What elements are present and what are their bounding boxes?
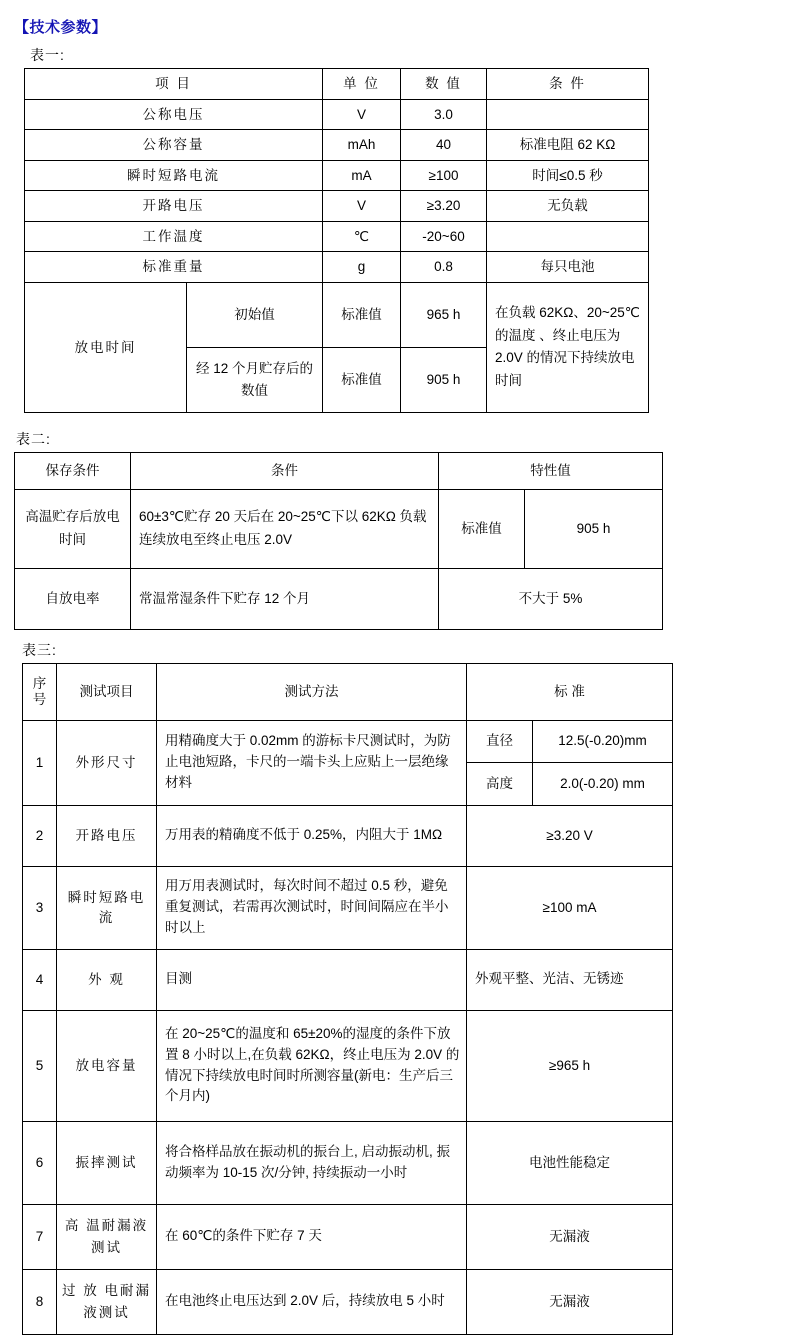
table3-std-sub-label: 直径: [467, 720, 533, 763]
table3-item: 外 观: [57, 949, 157, 1010]
table1-header-item: 项 目: [25, 69, 323, 100]
spacer: [0, 630, 787, 636]
table-row: [23, 1121, 673, 1204]
table1-discharge-sub2-value: 905 h: [401, 347, 487, 412]
table1-item: 开路电压: [25, 191, 323, 222]
table1-value: 3.0: [401, 99, 487, 130]
table1-unit: mAh: [323, 130, 401, 161]
table2-value: 905 h: [525, 489, 663, 568]
table3-item: 放电容量: [57, 1010, 157, 1121]
table2-value: 不大于 5%: [439, 568, 663, 629]
table3-standard: ≥3.20 V: [467, 805, 673, 866]
table3-method: 在电池终止电压达到 2.0V 后，持续放电 5 小时: [157, 1269, 467, 1334]
table3-standard: 无漏液: [467, 1269, 673, 1334]
table1-item: 瞬时短路电流: [25, 160, 323, 191]
table3-item: 瞬时短路电 流: [57, 866, 157, 949]
table1-header-value: 数 值: [401, 69, 487, 100]
table3-method: 在 20~25℃的温度和 65±20%的湿度的条件下放置 8 小时以上,在负载 62KΩ，终止电压为 2.0V 的情况下持续放电时间时所测容量(新电：生产后三个月内): [157, 1010, 467, 1121]
table1-condition: [487, 221, 649, 252]
table1-item: 标准重量: [25, 252, 323, 283]
table3-standard: ≥100 mA: [467, 866, 673, 949]
table3-caption: 表三:: [22, 641, 57, 658]
table3-header-method: 测试方法: [157, 663, 467, 720]
table1-header-condition: 条 件: [487, 69, 649, 100]
table3-std-sub-value: 12.5(-0.20)mm: [533, 720, 673, 763]
table3-header-item: 测试项目: [57, 663, 157, 720]
table1-condition: [487, 99, 649, 130]
table1-discharge-condition: 在负载 62KΩ、20~25℃ 的温度 、终止电压为 2.0V 的情况下持续放电时间: [487, 282, 649, 412]
table1-value: ≥3.20: [401, 191, 487, 222]
table1-unit: V: [323, 191, 401, 222]
table1-unit: ℃: [323, 221, 401, 252]
table3-method: 用万用表测试时，每次时间不超过 0.5 秒，避免重复测试，若需再次测试时，时间间隔应在半小时以上: [157, 866, 467, 949]
table1-condition: 时间≤0.5 秒: [487, 160, 649, 191]
table-row: [25, 221, 649, 252]
table3-standard: 电池性能稳定: [467, 1121, 673, 1204]
table3-header-standard: 标 准: [467, 663, 673, 720]
table3-method: 在 60℃的条件下贮存 7 天: [157, 1204, 467, 1269]
table1-discharge-sub1-value: 965 h: [401, 282, 487, 347]
table2-condition-desc: 60±3℃贮存 20 天后在 20~25℃下以 62KΩ 负载连续放电至终止电压 2.0V: [131, 489, 439, 568]
table-row: [25, 69, 649, 100]
table2-condition-name: 自放电率: [15, 568, 131, 629]
table-test-items: [22, 663, 673, 1335]
table3-no: 3: [23, 866, 57, 949]
table3-item: 开路电压: [57, 805, 157, 866]
spacer: [0, 413, 787, 425]
table1-condition: 标准电阻 62 KΩ: [487, 130, 649, 161]
table2-value-label: 标准值: [439, 489, 525, 568]
table-row: [23, 1204, 673, 1269]
table-row: [23, 663, 673, 720]
table-storage-conditions: [14, 452, 663, 630]
table1-caption: 表一:: [30, 47, 65, 63]
table1-discharge-label: 放电时间: [25, 282, 187, 412]
table3-standard: 无漏液: [467, 1204, 673, 1269]
table-row: [23, 1010, 673, 1121]
table3-method: 将合格样品放在振动机的振台上, 启动振动机, 振动频率为 10-15 次/分钟, 持续振动一小时: [157, 1121, 467, 1204]
table1-unit: mA: [323, 160, 401, 191]
table1-value: 0.8: [401, 252, 487, 283]
table3-item: 振摔测试: [57, 1121, 157, 1204]
table1-item: 公称电压: [25, 99, 323, 130]
table3-no: 8: [23, 1269, 57, 1334]
table-row: [25, 252, 649, 283]
table3-header-no: 序号: [23, 663, 57, 720]
table-row: [15, 489, 663, 568]
table1-value: ≥100: [401, 160, 487, 191]
table-row: [23, 949, 673, 1010]
table1-value: -20~60: [401, 221, 487, 252]
table1-item: 公称容量: [25, 130, 323, 161]
table2-header-value: 特性值: [439, 452, 663, 489]
table1-unit: V: [323, 99, 401, 130]
table-row: [25, 282, 649, 347]
table-row: [25, 160, 649, 191]
table1-discharge-sub1: 初始值: [187, 282, 323, 347]
table-row: [15, 568, 663, 629]
table3-method: 目测: [157, 949, 467, 1010]
table1-condition: 每只电池: [487, 252, 649, 283]
table-row: [23, 866, 673, 949]
table2-header-condition: 条件: [131, 452, 439, 489]
table3-no: 2: [23, 805, 57, 866]
table1-unit: g: [323, 252, 401, 283]
table-row: [25, 99, 649, 130]
table2-condition-desc: 常温常湿条件下贮存 12 个月: [131, 568, 439, 629]
table1-condition: 无负载: [487, 191, 649, 222]
table1-discharge-sub1-unit: 标准值: [323, 282, 401, 347]
table3-no: 7: [23, 1204, 57, 1269]
table3-std-sub-label: 高度: [467, 763, 533, 806]
table-technical-parameters: [24, 68, 649, 413]
table2-header-condition-name: 保存条件: [15, 452, 131, 489]
table2-condition-name: 高温贮存后放电时间: [15, 489, 131, 568]
table2-caption: 表二:: [16, 430, 51, 447]
page-title: 【技术参数】: [14, 19, 108, 36]
table3-method: 用精确度大于 0.02mm 的游标卡尺测试时，为防止电池短路，卡尺的一端卡头上应贴上一层绝缘材料: [157, 720, 467, 805]
table-row: [25, 191, 649, 222]
table1-value: 40: [401, 130, 487, 161]
table-row: [15, 452, 663, 489]
table3-no: 5: [23, 1010, 57, 1121]
table3-std-sub-value: 2.0(-0.20) mm: [533, 763, 673, 806]
table-row: [23, 805, 673, 866]
table1-discharge-sub2-unit: 标准值: [323, 347, 401, 412]
table-row: [23, 1269, 673, 1334]
table3-no: 1: [23, 720, 57, 805]
table-row: [25, 130, 649, 161]
table3-no: 4: [23, 949, 57, 1010]
table1-header-unit: 单 位: [323, 69, 401, 100]
table3-method: 万用表的精确度不低于 0.25%，内阻大于 1MΩ: [157, 805, 467, 866]
table3-item: 外形尺寸: [57, 720, 157, 805]
table1-discharge-sub2: 经 12 个月贮存后的数值: [187, 347, 323, 412]
table-row: [23, 720, 673, 763]
table3-standard: 外观平整、光洁、无锈迹: [467, 949, 673, 1010]
table3-no: 6: [23, 1121, 57, 1204]
table3-item: 过 放 电耐漏液测试: [57, 1269, 157, 1334]
table3-item: 高 温耐漏液测试: [57, 1204, 157, 1269]
table1-item: 工作温度: [25, 221, 323, 252]
table3-standard: ≥965 h: [467, 1010, 673, 1121]
